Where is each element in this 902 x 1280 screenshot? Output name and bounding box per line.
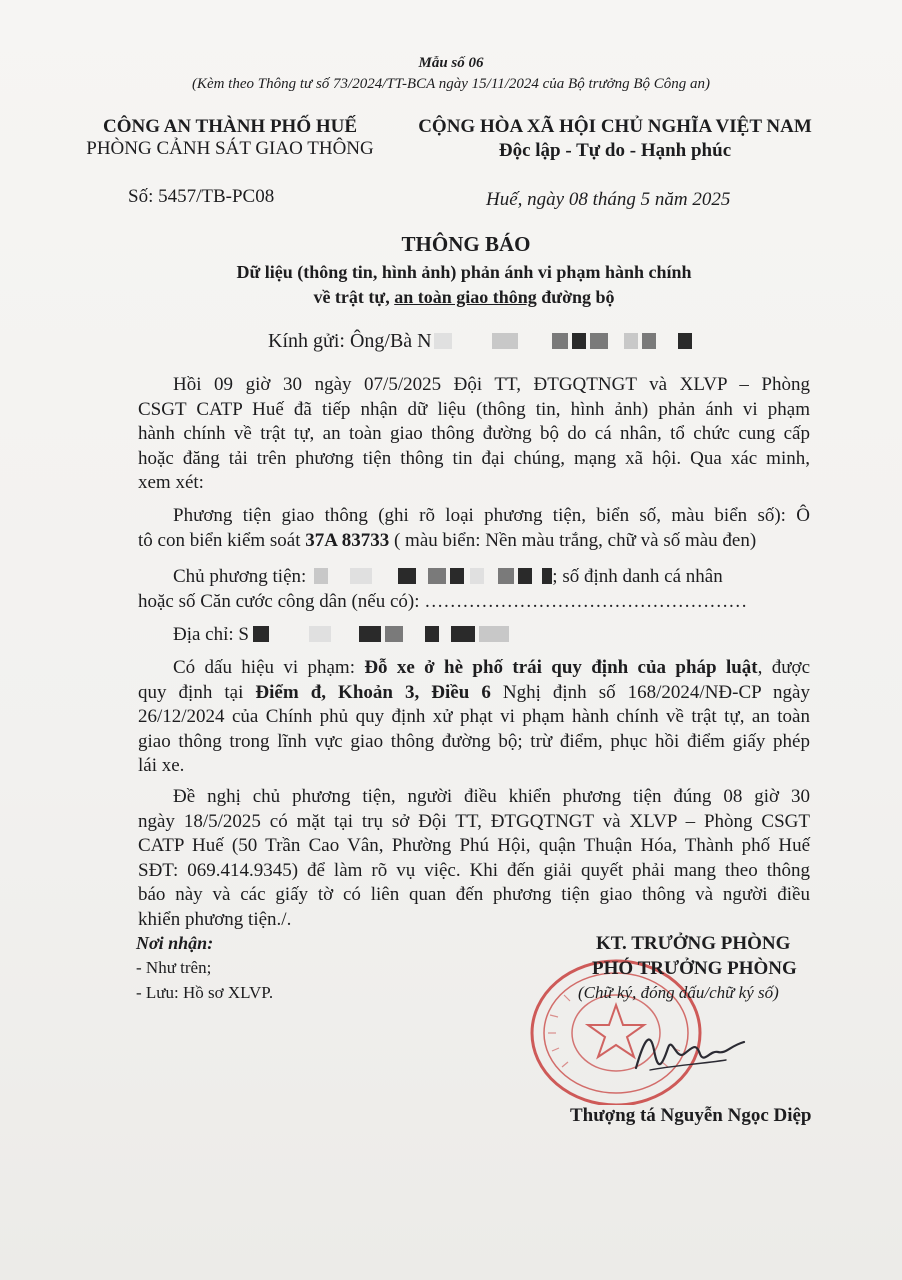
text-line: tô con biển kiểm soát 37A 83733 ( màu biển: Nền màu trắng, chữ và số màu đen) [138, 529, 757, 551]
text-line: giao thông trong lĩnh vực giao thông đường bộ; trừ điểm, phục hồi điểm giấy phép [138, 730, 810, 752]
text-line: Đề nghị chủ phương tiện, người điều khiển phương tiện đúng 08 giờ 30 [173, 786, 810, 807]
redaction [451, 626, 475, 642]
redaction [498, 568, 514, 584]
redaction [518, 568, 532, 584]
redaction [314, 568, 328, 584]
redaction [425, 626, 439, 642]
text-line: Hồi 09 giờ 30 ngày 07/5/2025 Đội TT, ĐTGQTNGT và XLVP – Phòng [173, 374, 810, 395]
violation-text: Đỗ xe ở hè phố trái quy định của pháp luật [364, 657, 758, 678]
text-line: ngày 18/5/2025 có mặt tại trụ sở Đội TT, ĐTGQTNGT và XLVP – Phòng CSGT [138, 810, 810, 832]
paragraph-violation [138, 656, 810, 779]
redaction [572, 333, 586, 349]
redaction [253, 626, 269, 642]
redaction [678, 333, 692, 349]
paragraph-request [138, 785, 810, 932]
text-line: Phương tiện giao thông (ghi rõ loại phương tiện, biển số, màu biển số): Ô [173, 505, 810, 526]
text-line: 26/12/2024 của Chính phủ quy định xử phạt vi phạm hành chính về trật tự, an toàn [138, 706, 810, 727]
redaction [479, 626, 509, 642]
redaction [428, 568, 446, 584]
redaction [470, 568, 484, 584]
signatory-title: PHÓ TRƯỞNG PHÒNG [592, 958, 797, 979]
recipient-item: - Lưu: Hồ sơ XLVP. [136, 983, 274, 1002]
redaction [590, 333, 608, 349]
text-line: CSGT CATP Huế đã tiếp nhận dữ liệu (thông tin, hình ảnh) phản ánh vi phạm [138, 398, 810, 420]
text-line: Địa chỉ: S [138, 623, 810, 648]
text-line: Chủ phương tiện: ; số định danh cá nhân [173, 566, 723, 587]
text-line: SĐT: 069.414.9345) để làm rõ vụ việc. Khi đến giải quyết phải mang theo thông [138, 859, 810, 881]
redaction [309, 626, 331, 642]
redaction [434, 333, 452, 349]
paragraph-receipt [138, 373, 810, 496]
document-subtitle-line2: về trật tự, an toàn giao thông đường bộ [313, 287, 615, 307]
text-line: xem xét: [138, 472, 204, 493]
republic-name: CỘNG HÒA XÃ HỘI CHỦ NGHĨA VIỆT NAM [418, 116, 812, 137]
document-subtitle-line1: Dữ liệu (thông tin, hình ảnh) phản ánh vi phạm hành chính [236, 262, 692, 282]
redaction [492, 333, 518, 349]
license-plate: 37A 83733 [305, 529, 390, 551]
recipient-item: - Như trên; [136, 958, 212, 977]
form-number: Mẫu số 06 [418, 55, 484, 71]
recipient-label: Kính gửi: Ông/Bà N [268, 330, 432, 352]
text-line: hoặc đăng tải trên phương tiện thông tin đại chúng, mạng xã hội. Qua xác minh, [138, 447, 810, 469]
agency-line1: CÔNG AN THÀNH PHỐ HUẾ [102, 116, 358, 137]
signature-note: (Chữ ký, đóng dấu/chữ ký số) [578, 983, 779, 1002]
redaction [385, 626, 403, 642]
document-title: THÔNG BÁO [401, 232, 531, 256]
agency-line2: PHÒNG CẢNH SÁT GIAO THÔNG [86, 138, 374, 159]
text-line: hoặc số Căn cước công dân (nếu có): …………………………………………… [138, 590, 748, 612]
signatory-authority: KT. TRƯỞNG PHÒNG [596, 933, 791, 954]
text-line: lái xe. [138, 755, 185, 776]
signer-name: Thượng tá Nguyễn Ngọc Diệp [570, 1105, 812, 1126]
redaction [542, 568, 552, 584]
redaction [359, 626, 381, 642]
paragraph-owner [138, 565, 810, 614]
redaction [642, 333, 656, 349]
text-line: CATP Huế (50 Trần Cao Vân, Phường Phú Hội, quận Thuận Hóa, Thành phố Huế [138, 835, 810, 856]
document-number: Số: 5457/TB-PC08 [128, 186, 275, 207]
text-line: Có dấu hiệu vi phạm: Đỗ xe ở hè phố trái quy định của pháp luật, được [173, 657, 810, 678]
attached-note: (Kèm theo Thông tư số 73/2024/TT-BCA ngày 15/11/2024 của Bộ trưởng Bộ Công an) [191, 76, 711, 92]
paragraph-address [138, 623, 810, 648]
redaction [450, 568, 464, 584]
signature-icon [630, 1020, 750, 1080]
recipient-line [268, 330, 692, 353]
recipients-label: Nơi nhận: [136, 933, 214, 953]
place-date: Huế, ngày 08 tháng 5 năm 2025 [486, 189, 731, 210]
text-line: khiển phương tiện./. [138, 908, 292, 930]
national-motto: Độc lập - Tự do - Hạnh phúc [498, 140, 732, 161]
redaction [398, 568, 416, 584]
text-line: quy định tại Điểm đ, Khoản 3, Điều 6 Nghị định số 168/2024/NĐ-CP ngày [138, 681, 810, 703]
text-line: hành chính về trật tự, an toàn giao thông đường bộ do cá nhân, tổ chức cung cấp [138, 423, 810, 444]
redaction [624, 333, 638, 349]
redaction [552, 333, 568, 349]
paragraph-vehicle [138, 504, 810, 553]
text-line: báo này và các giấy tờ có liên quan đến phương tiện giao thông và người điều [138, 884, 810, 905]
legal-article: Điểm đ, Khoản 3, Điều 6 [255, 681, 491, 703]
redaction [350, 568, 372, 584]
